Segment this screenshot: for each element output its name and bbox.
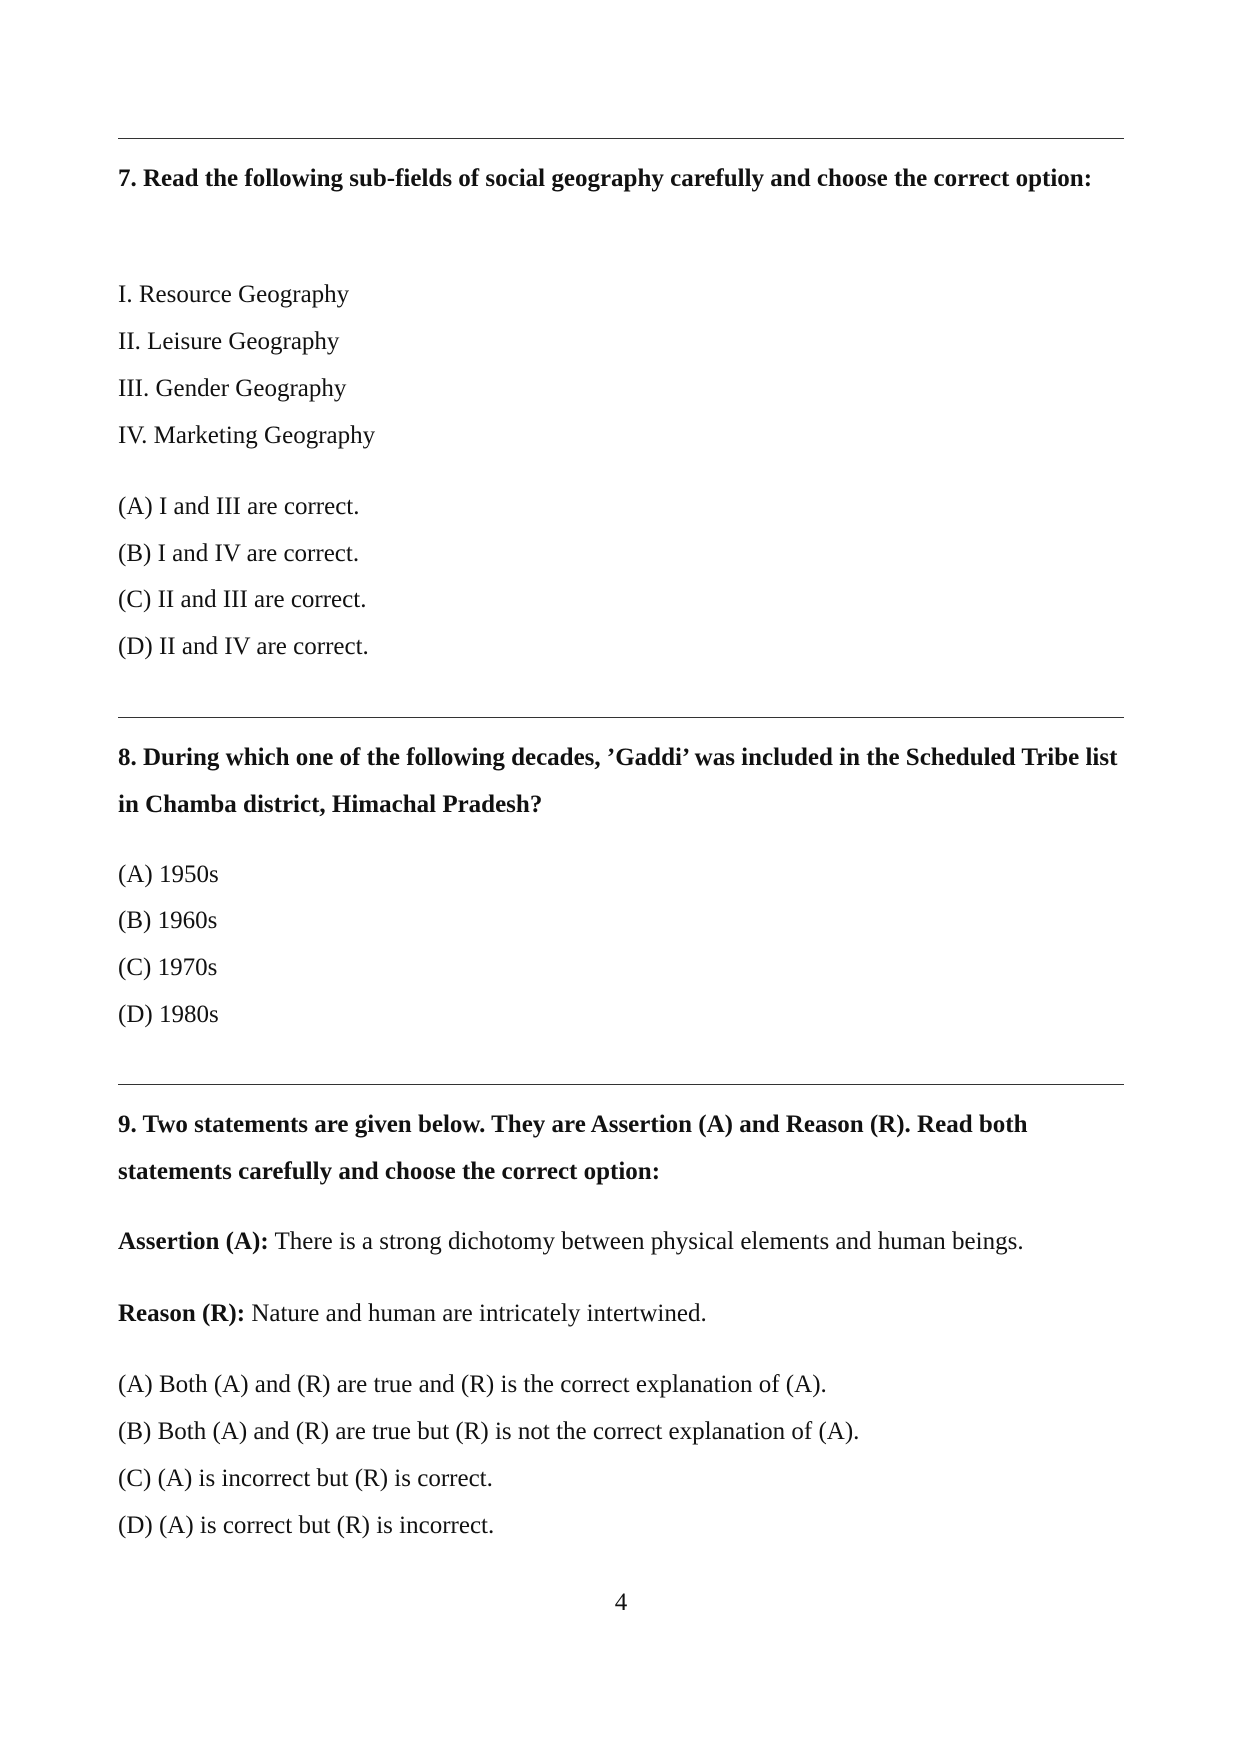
question-8-heading: 8. During which one of the following decades, ’Gaddi’ was included in the Scheduled Tribe list in Chamba district, Himachal Pradesh?: [118, 744, 1118, 818]
section-divider: [118, 138, 1124, 139]
assertion-text: There is a strong dichotomy between physical elements and human beings.: [268, 1228, 1024, 1255]
answer-option: (A) 1950s: [118, 861, 219, 888]
reason-text: Nature and human are intricately intertwined.: [245, 1300, 707, 1327]
reason-label: Reason (R):: [118, 1300, 246, 1327]
exam-page: [118, 0, 1124, 1754]
answer-option: (D) 1980s: [118, 1001, 219, 1028]
assertion-label: Assertion (A):: [118, 1228, 269, 1255]
question-9-heading: 9. Two statements are given below. They are Assertion (A) and Reason (R). Read both statements carefully and choose the correct option:: [118, 1111, 1028, 1185]
answer-option: (D) (A) is correct but (R) is incorrect.: [118, 1512, 495, 1539]
answer-option: (A) I and III are correct.: [118, 493, 360, 520]
answer-option: (B) I and IV are correct.: [118, 540, 360, 567]
answer-option: (C) II and III are correct.: [118, 586, 367, 613]
question-7-heading: 7. Read the following sub-fields of social geography carefully and choose the correct option:: [118, 165, 1093, 192]
statement-item: III. Gender Geography: [118, 375, 347, 402]
statement-item: I. Resource Geography: [118, 281, 350, 308]
assertion-statement: [118, 1227, 1024, 1257]
statement-item: II. Leisure Geography: [118, 328, 340, 355]
answer-option: (A) Both (A) and (R) are true and (R) is the correct explanation of (A).: [118, 1371, 827, 1398]
answer-option: (B) 1960s: [118, 907, 218, 934]
answer-option: (C) 1970s: [118, 954, 218, 981]
answer-option: (B) Both (A) and (R) are true but (R) is not the correct explanation of (A).: [118, 1418, 860, 1445]
answer-option: (C) (A) is incorrect but (R) is correct.: [118, 1465, 493, 1492]
page-number: 4: [614, 1589, 628, 1616]
section-divider: [118, 717, 1124, 718]
reason-statement: [118, 1299, 707, 1329]
statement-item: IV. Marketing Geography: [118, 422, 376, 449]
answer-option: (D) II and IV are correct.: [118, 633, 369, 660]
section-divider: [118, 1084, 1124, 1085]
